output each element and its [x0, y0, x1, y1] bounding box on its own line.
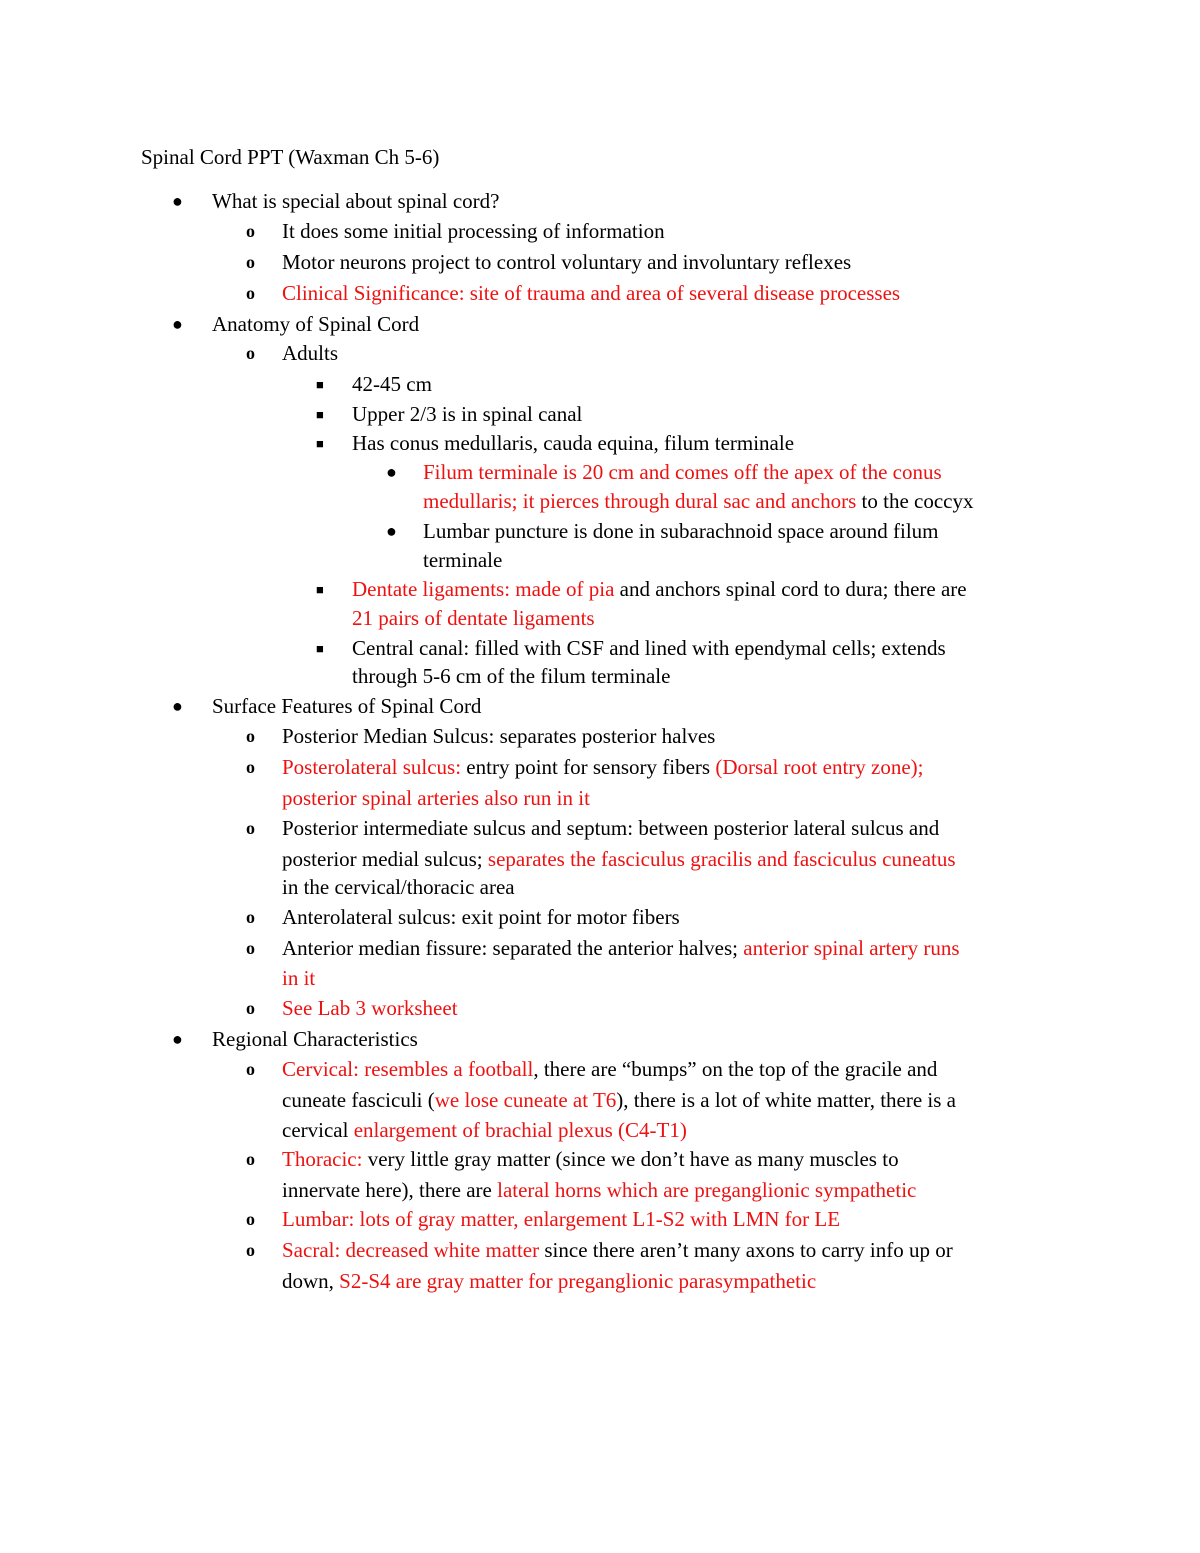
bullet-square: ■ [316, 407, 324, 422]
bullet-circle: o [246, 998, 255, 1018]
item-intermediate-line3: in the cervical/thoracic area [282, 875, 515, 899]
bullet-circle: o [246, 818, 255, 838]
item-cervical-line3 [282, 1116, 687, 1145]
item-cervical-line2 [282, 1086, 956, 1115]
bullet-circle: o [246, 726, 255, 746]
heading-special: What is special about spinal cord? [212, 189, 500, 213]
item-posterior-median-sulcus: Posterior Median Sulcus: separates posterior halves [282, 724, 716, 748]
sacral-red-text: Sacral: decreased white matter [282, 1238, 540, 1262]
posterolateral-red-text: Posterolateral sulcus: [282, 755, 462, 779]
parasympathetic-red-text: S2-S4 are gray matter for preganglionic parasympathetic [339, 1269, 817, 1293]
bullet-square: ■ [316, 436, 324, 451]
item-lab-worksheet: See Lab 3 worksheet [282, 996, 458, 1020]
item-anterior-fissure-line2: in it [282, 966, 316, 990]
item-dentate-line2: 21 pairs of dentate ligaments [352, 606, 595, 630]
document-title: Spinal Cord PPT (Waxman Ch 5-6) [141, 145, 440, 169]
lateral-horns-red-text: lateral horns which are preganglionic sympathetic [497, 1178, 917, 1202]
item-anterior-fissure-line1 [282, 934, 960, 963]
bullet-circle: o [246, 757, 255, 777]
anterior-fissure-black-text: Anterior median fissure: separated the anterior halves; [282, 936, 744, 960]
bullet-square: ■ [316, 582, 324, 597]
item-upper-two-thirds: Upper 2/3 is in spinal canal [352, 402, 583, 426]
bullet-circle: o [246, 1059, 255, 1079]
item-intermediate-line2 [282, 845, 956, 874]
bullet-circle: o [246, 221, 255, 241]
item-clinical-significance: Clinical Significance: site of trauma and area of several disease processes [282, 281, 901, 305]
item-conus: Has conus medullaris, cauda equina, filum terminale [352, 431, 795, 455]
item-sacral-line1 [282, 1236, 953, 1265]
item-central-canal-line2: through 5-6 cm of the filum terminale [352, 664, 671, 688]
bullet-disc: ● [172, 314, 183, 334]
item-central-canal-line1: Central canal: filled with CSF and lined with ependymal cells; extends [352, 636, 946, 660]
intermediate-black-text: posterior medial sulcus; [282, 847, 488, 871]
bullet-circle: o [246, 343, 255, 363]
filum-black-text: to the coccyx [856, 489, 974, 513]
item-dentate-line1 [352, 575, 967, 604]
bullet-disc: ● [386, 462, 397, 482]
item-adults: Adults [282, 341, 339, 365]
white-matter-black-text: ), there is a lot of white matter, there is a [616, 1088, 956, 1112]
bullet-disc: ● [172, 1029, 183, 1049]
enlargement-red-text: enlargement of brachial plexus (C4-T1) [353, 1118, 687, 1142]
item-processing: It does some initial processing of information [282, 219, 665, 243]
bullet-circle: o [246, 283, 255, 303]
cuneate-black-text: cuneate fasciculi ( [282, 1088, 435, 1112]
item-thoracic-line2 [282, 1176, 916, 1205]
item-length: 42-45 cm [352, 372, 432, 396]
bullet-square: ■ [316, 377, 324, 392]
bullet-disc: ● [386, 521, 397, 541]
item-intermediate-line1: Posterior intermediate sulcus and septum: between posterior lateral sulcus and [282, 816, 940, 840]
bullet-circle: o [246, 938, 255, 958]
dentate-red-text: Dentate ligaments: made of pia [352, 577, 615, 601]
heading-regional: Regional Characteristics [212, 1027, 418, 1051]
heading-anatomy: Anatomy of Spinal Cord [212, 312, 420, 336]
bullet-disc: ● [172, 696, 183, 716]
cervical-word-text: cervical [282, 1118, 354, 1142]
item-thoracic-line1 [282, 1145, 899, 1174]
anterior-fissure-red-text: anterior spinal artery runs [743, 936, 960, 960]
bullet-circle: o [246, 1240, 255, 1260]
bullet-circle: o [246, 1149, 255, 1169]
thoracic-red-text: Thoracic: [282, 1147, 363, 1171]
sacral-black-text: since there aren’t many axons to carry info up or [539, 1238, 953, 1262]
bullet-circle: o [246, 252, 255, 272]
item-anterolateral-sulcus: Anterolateral sulcus: exit point for motor fibers [282, 905, 680, 929]
thoracic-black-text: very little gray matter (since we don’t have as many muscles to [362, 1147, 899, 1171]
item-sacral-line2 [282, 1267, 816, 1296]
cuneate-red-text: we lose cuneate at T6 [434, 1088, 617, 1112]
down-black-text: down, [282, 1269, 340, 1293]
item-posterolateral-line1 [282, 753, 924, 782]
bullet-circle: o [246, 1209, 255, 1229]
dorsal-root-red-text: (Dorsal root entry zone); [715, 755, 924, 779]
filum-red-text: medullaris; it pierces through dural sac and anchors [423, 489, 857, 513]
item-filum-line2 [423, 487, 973, 516]
bullet-circle: o [246, 907, 255, 927]
bullet-disc: ● [172, 191, 183, 211]
heading-surface-features: Surface Features of Spinal Cord [212, 694, 482, 718]
cervical-red-text: Cervical: resembles a football [282, 1057, 534, 1081]
item-filum-line1: Filum terminale is 20 cm and comes off the apex of the conus [423, 460, 942, 484]
innervate-black-text: innervate here), there are [282, 1178, 498, 1202]
dentate-black-text: and anchors spinal cord to dura; there are [614, 577, 967, 601]
item-motor-neurons: Motor neurons project to control voluntary and involuntary reflexes [282, 250, 852, 274]
cervical-black-text: , there are “bumps” on the top of the gracile and [533, 1057, 938, 1081]
item-cervical-line1 [282, 1055, 937, 1084]
item-lumbar-puncture-line2: terminale [423, 548, 503, 572]
item-lumbar: Lumbar: lots of gray matter, enlargement L1-S2 with LMN for LE [282, 1207, 841, 1231]
intermediate-red-text: separates the fasciculus gracilis and fasciculus cuneatus [487, 847, 956, 871]
item-posterolateral-line2: posterior spinal arteries also run in it [282, 786, 590, 810]
item-lumbar-puncture-line1: Lumbar puncture is done in subarachnoid space around filum [423, 519, 939, 543]
posterolateral-black-text: entry point for sensory fibers [461, 755, 716, 779]
bullet-square: ■ [316, 641, 324, 656]
